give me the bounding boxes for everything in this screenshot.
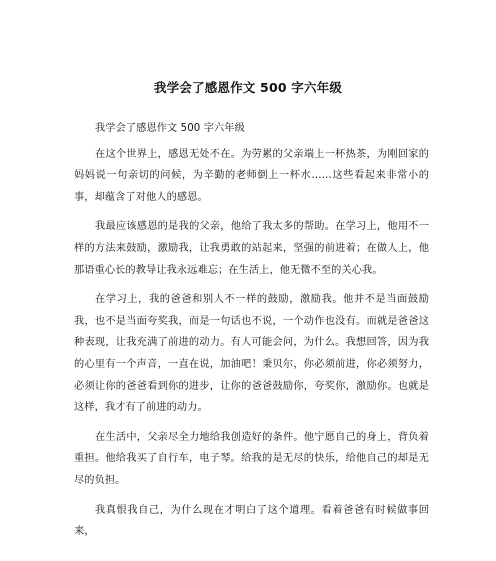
paragraph-regret: 我真恨我自己，为什么现在才明白了这个道理。看着爸爸有时候做事回来，: [74, 504, 429, 538]
document-title: 我学会了感恩作文 500 字六年级: [153, 80, 343, 95]
paragraph-intro: 在这个世界上，感恩无处不在。为劳累的父亲端上一杯热茶，为刚回家的妈妈说一句亲切的问候，为辛勤的老师倒上一杯水……这些看起来非常小的事，却蕴含了对他人的感恩。: [74, 148, 429, 203]
document-body: [74, 118, 429, 551]
paragraph-study: 在学习上，我的爸爸和别人不一样的鼓励，激励我。他并不是当面鼓励我，也不是当面夸奖我，而是一句话也不说，一个动作也没有。而就是爸爸这种表现，让我充满了前进的动力。有人可能会问，为什么。我想回答，因为我的心里有一个声音，一直在说，加油吧！秉贝尔，你必须前进，你必须努力，必须让你的爸爸看到你的进步，让你的爸爸鼓励你，夸奖你，激励你。也就是这样，我才有了前进的动力。: [74, 294, 429, 414]
paragraph-father: 我最应该感恩的是我的父亲，他给了我太多的帮助。在学习上，他用不一样的方法来鼓励，激励我，让我勇敢的站起来，坚强的前进着；在做人上，他那语重心长的教导让我永远难忘；在生活上，他无微不至的关心我。: [74, 221, 429, 276]
paragraph-subtitle: 我学会了感恩作文 500 字六年级: [95, 123, 245, 134]
paragraph-life: 在生活中，父亲尽全力地给我创造好的条件。他宁愿自己的身上，背负着重担。他给我买了自行车，电子琴。给我的是无尽的快乐，给他自己的却是无尽的负担。: [74, 431, 429, 486]
